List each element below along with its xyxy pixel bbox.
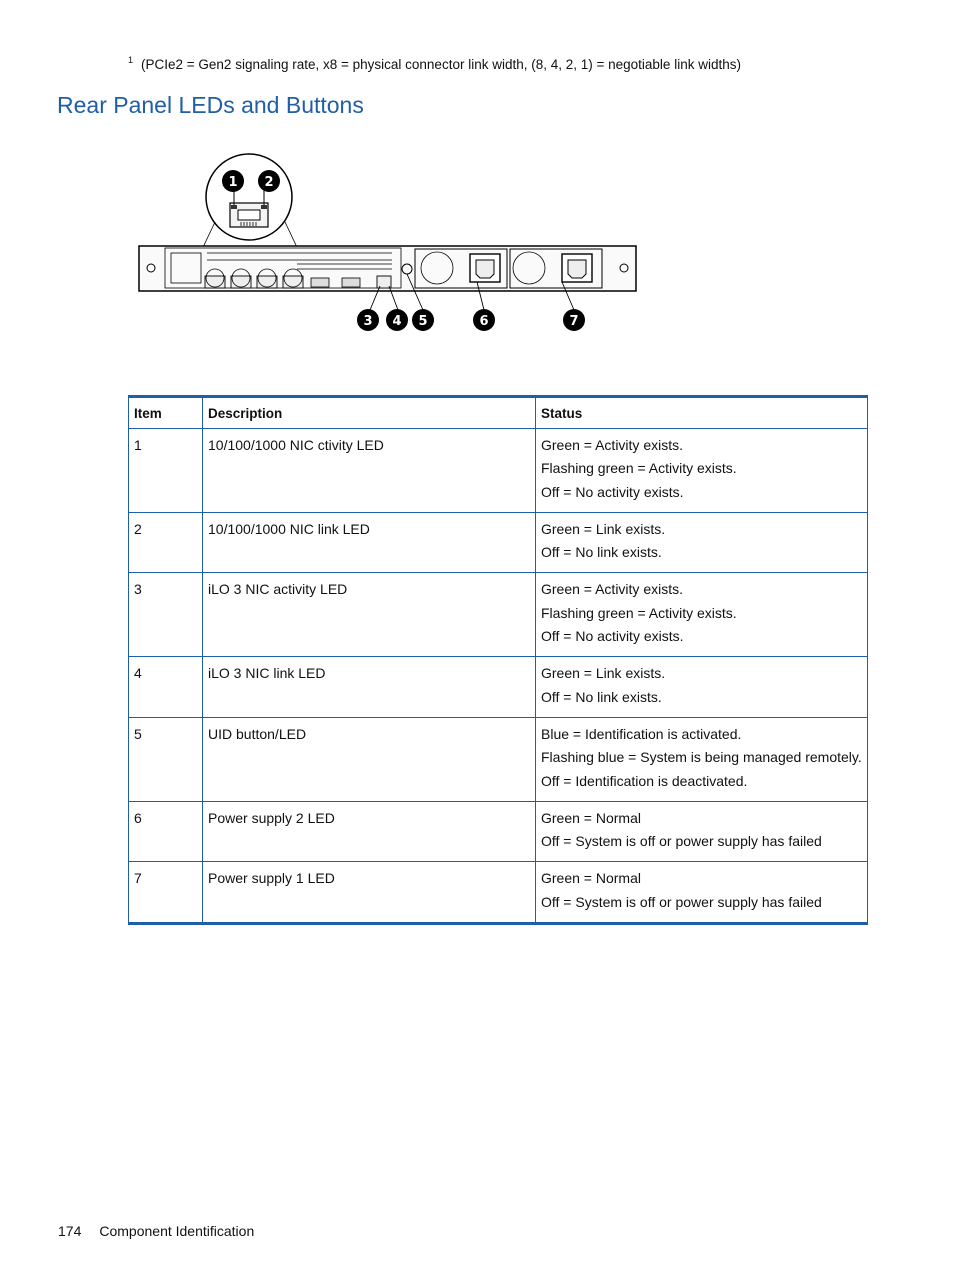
status-line: Flashing green = Activity exists. xyxy=(541,604,737,621)
page-footer xyxy=(58,1223,254,1239)
status-line: Off = No link exists. xyxy=(541,544,662,561)
row-status xyxy=(536,657,868,718)
table-row xyxy=(129,657,868,718)
row-status xyxy=(536,801,868,862)
row-item: 1 xyxy=(129,429,203,513)
row-item: 7 xyxy=(129,862,203,924)
table-row xyxy=(129,573,868,657)
row-item: 3 xyxy=(129,573,203,657)
status-line: Blue = Identification is activated. xyxy=(541,725,742,742)
status-line: Green = Activity exists. xyxy=(541,581,683,598)
row-description: 10/100/1000 NIC ctivity LED xyxy=(203,429,536,513)
row-status xyxy=(536,512,868,573)
led-table xyxy=(128,395,868,925)
status-line: Green = Normal xyxy=(541,809,641,826)
section-title: Rear Panel LEDs and Buttons xyxy=(57,92,364,118)
status-line: Green = Normal xyxy=(541,870,641,887)
callout-7: 7 xyxy=(569,314,579,329)
callout-2: 2 xyxy=(264,175,274,190)
footnote-text: (PCIe2 = Gen2 signaling rate, x8 = physical connector link width, (8, 4, 2, 1) = negotiable link widths) xyxy=(141,57,741,72)
status-line: Off = No activity exists. xyxy=(541,483,684,500)
header-description: Description xyxy=(203,397,536,429)
header-item: Item xyxy=(129,397,203,429)
status-line: Off = System is off or power supply has failed xyxy=(541,893,822,910)
row-item: 6 xyxy=(129,801,203,862)
table-body xyxy=(129,429,868,924)
row-status xyxy=(536,573,868,657)
status-line: Off = System is off or power supply has failed xyxy=(541,833,822,850)
page-number: 174 xyxy=(58,1223,82,1239)
table-row xyxy=(129,429,868,513)
status-line: Off = No link exists. xyxy=(541,688,662,705)
row-status xyxy=(536,717,868,801)
callout-6: 6 xyxy=(479,314,489,329)
table-header-row xyxy=(129,397,868,429)
row-description: Power supply 2 LED xyxy=(203,801,536,862)
status-line: Off = No activity exists. xyxy=(541,628,684,645)
row-description: Power supply 1 LED xyxy=(203,862,536,924)
footnote-marker: 1 xyxy=(128,55,134,65)
table-row xyxy=(129,862,868,924)
row-description: UID button/LED xyxy=(203,717,536,801)
status-line: Flashing blue = System is being managed remotely. xyxy=(541,749,862,766)
status-line: Green = Activity exists. xyxy=(541,437,683,453)
callout-3: 3 xyxy=(363,314,373,329)
footnote xyxy=(128,55,741,72)
row-status xyxy=(536,429,868,513)
status-line: Green = Link exists. xyxy=(541,665,666,682)
row-item: 4 xyxy=(129,657,203,718)
callout-4: 4 xyxy=(392,314,402,329)
chapter-title: Component Identification xyxy=(99,1223,255,1239)
status-line: Green = Link exists. xyxy=(541,520,666,537)
callout-5: 5 xyxy=(418,314,428,329)
row-item: 2 xyxy=(129,512,203,573)
table-row xyxy=(129,512,868,573)
row-description: 10/100/1000 NIC link LED xyxy=(203,512,536,573)
status-line: Off = Identification is deactivated. xyxy=(541,772,748,789)
table-row xyxy=(129,801,868,862)
table-row xyxy=(129,717,868,801)
row-item: 5 xyxy=(129,717,203,801)
header-status: Status xyxy=(536,397,868,429)
row-description: iLO 3 NIC activity LED xyxy=(203,573,536,657)
status-line: Flashing green = Activity exists. xyxy=(541,460,737,477)
rear-panel-illustration xyxy=(137,150,639,340)
rear-panel-figure xyxy=(137,150,639,340)
callout-1: 1 xyxy=(228,175,238,190)
row-description: iLO 3 NIC link LED xyxy=(203,657,536,718)
row-status xyxy=(536,862,868,924)
